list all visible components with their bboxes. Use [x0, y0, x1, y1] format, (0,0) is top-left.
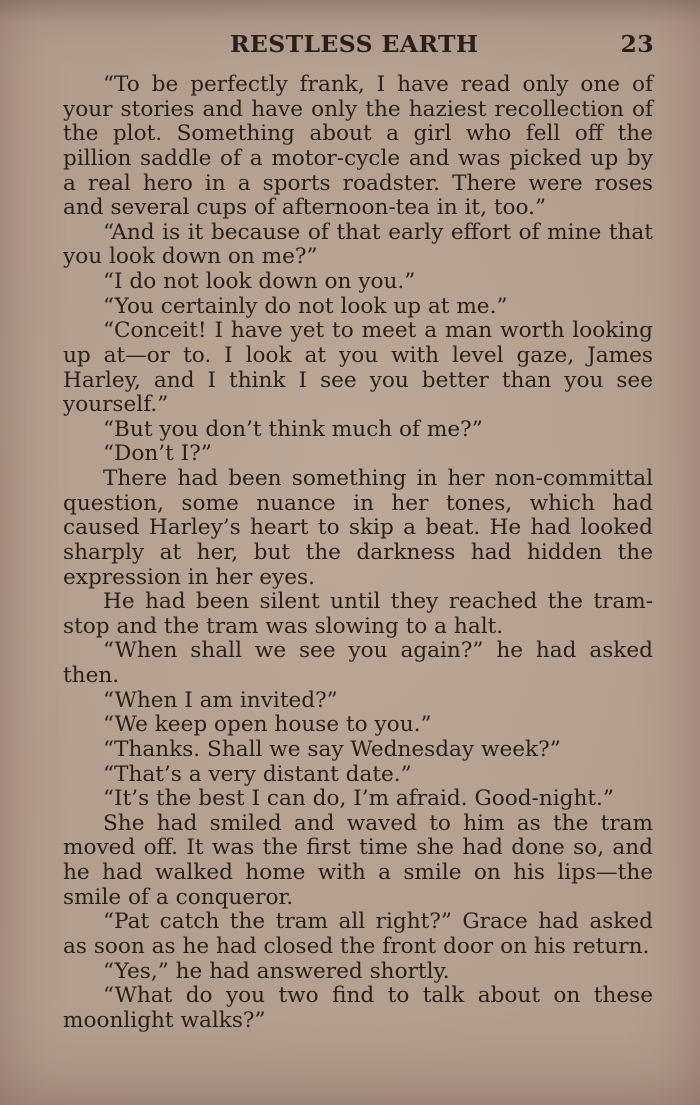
paragraph: “I do not look down on you.” — [103, 269, 416, 294]
body-text — [63, 73, 653, 1033]
page-number: 23 — [620, 30, 654, 58]
paragraph: “That’s a very distant date.” — [103, 761, 412, 787]
paragraph: “Conceit! I have yet to meet a man worth looking up at—or to. I look at you with level gaze, James Harley, and I think I see you better than you see yourself.” — [63, 318, 653, 418]
paragraph: “Yes,” he had answered shortly. — [103, 958, 450, 984]
paragraph: He had been silent until they reached the tram-stop and the tram was slowing to a halt. — [63, 589, 653, 639]
paragraph: “Pat catch the tram all right?” Grace had asked as soon as he had closed the front door on his return. — [63, 909, 653, 959]
paragraph: “And is it because of that early effort of mine that you look down on me?” — [63, 219, 653, 270]
running-title: RESTLESS EARTH — [230, 30, 479, 58]
paragraph: “When shall we see you again?” he had asked then. — [63, 638, 653, 688]
paragraph: “Don’t I?” — [103, 441, 212, 467]
paragraph: There had been something in her non-committal question, some nuance in her tones, which had caused Harley’s heart to skip a beat. He had looked sharply at her, but the darkness had hidden the expression in her eyes. — [63, 466, 653, 590]
paragraph: “To be perfectly frank, I have read only one of your stories and have only the haziest recollection of the plot. Something about a girl who fell off the pillion saddle of a motor-cycle and was picked up by a real hero in a sports roadster. There were roses and several cups of afternoon-tea in it, too.” — [63, 72, 653, 221]
running-header — [230, 30, 654, 70]
paragraph: “Thanks. Shall we say Wednesday week?” — [103, 736, 561, 762]
paragraph: “What do you two find to talk about on these moonlight walks?” — [63, 983, 653, 1033]
paragraph: “It’s the best I can do, I’m afraid. Good-night.” — [103, 786, 614, 812]
paragraph: “We keep open house to you.” — [103, 712, 432, 738]
paragraph: “But you don’t think much of me?” — [103, 416, 483, 442]
paragraph: “You certainly do not look up at me.” — [103, 293, 508, 319]
paragraph: She had smiled and waved to him as the tram moved off. It was the first time she had done so, and he had walked home with a smile on his lips—the smile of a conqueror. — [63, 810, 653, 910]
paragraph: “When I am invited?” — [103, 687, 338, 713]
